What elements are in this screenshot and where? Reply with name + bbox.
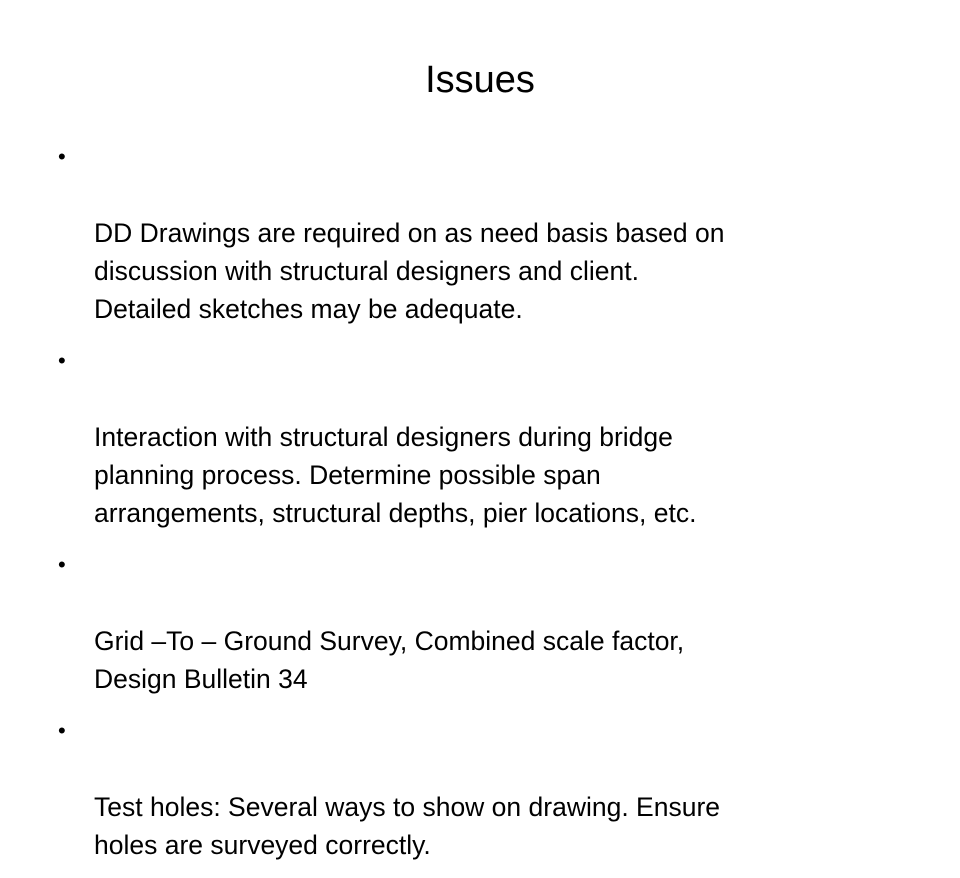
bullet-icon: • — [58, 552, 66, 577]
bullet-item — [58, 342, 938, 532]
slide-title: Issues — [425, 59, 535, 101]
bullet-list — [58, 138, 938, 878]
bullet-icon: • — [58, 718, 66, 743]
bullet-icon: • — [58, 348, 66, 373]
bullet-text: Interaction with structural designers during bridge planning process. Determine possible span arrangements, structural depths, pier locations, etc. — [94, 422, 697, 528]
bullet-text: Grid –To – Ground Survey, Combined scale factor, Design Bulletin 34 — [94, 626, 685, 694]
bullet-text: Test holes: Several ways to show on drawing. Ensure holes are surveyed correctly. — [94, 792, 721, 860]
bullet-item — [58, 138, 938, 328]
bullet-item — [58, 712, 938, 864]
bullet-text: DD Drawings are required on as need basis based on discussion with structural designers and client. Detailed sketches may be adequate. — [94, 218, 725, 324]
bullet-icon: • — [58, 144, 66, 169]
bullet-item — [58, 546, 938, 698]
